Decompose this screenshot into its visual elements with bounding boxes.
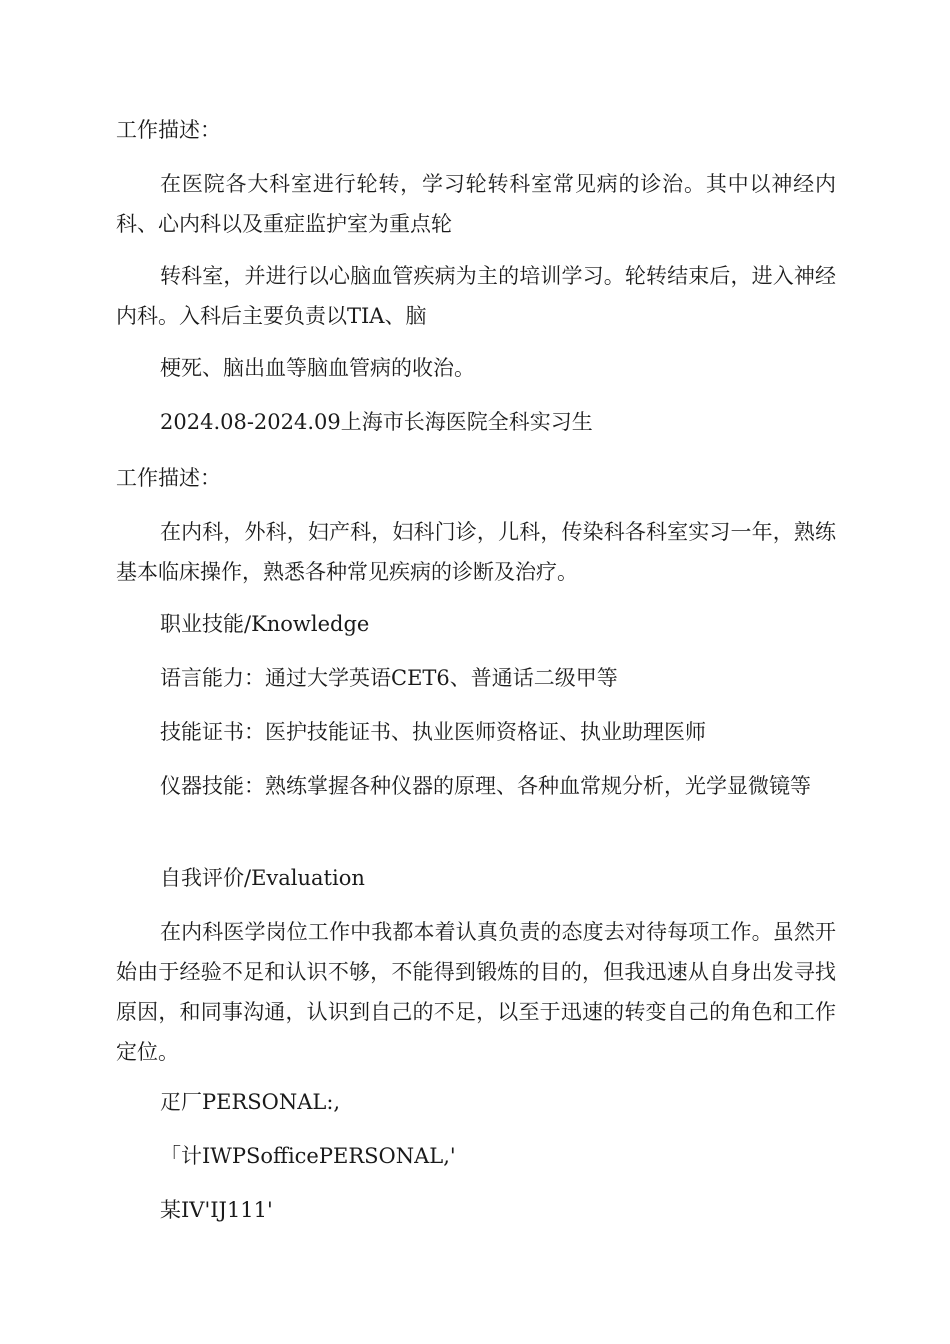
skill-language: 语言能力：通过大学英语CET6、普通话二级甲等 bbox=[160, 666, 618, 690]
work-description-paragraph: 在医院各大科室进行轮转，学习轮转科室常见病的诊治。其中以神经内科、心内科以及重症监护室为重点轮 bbox=[116, 172, 836, 236]
work-description-paragraph: 在内科，外科，妇产科，妇科门诊，儿科，传染科各科室实习一年，熟练基本临床操作，熟悉各种常见疾病的诊断及治疗。 bbox=[116, 520, 836, 584]
artifact-text: 某IV'IJ111' bbox=[160, 1198, 273, 1222]
section-heading-skills: 职业技能/Knowledge bbox=[160, 612, 370, 636]
job-entry: 2024.08-2024.09上海市长海医院全科实习生 bbox=[160, 410, 593, 434]
work-description-heading: 工作描述： bbox=[116, 466, 221, 490]
work-description-paragraph: 转科室，并进行以心脑血管疾病为主的培训学习。轮转结束后，进入神经内科。入科后主要负责以TIA、脑 bbox=[116, 264, 836, 328]
work-description-paragraph: 梗死、脑出血等脑血管病的收治。 bbox=[160, 356, 475, 380]
section-heading-evaluation: 自我评价/Evaluation bbox=[160, 866, 365, 890]
self-evaluation-paragraph: 在内科医学岗位工作中我都本着认真负责的态度去对待每项工作。虽然开始由于经验不足和认识不够，不能得到锻炼的目的，但我迅速从自身出发寻找原因，和同事沟通，认识到自己的不足，以至于迅速的转变自己的角色和工作定位。 bbox=[116, 920, 836, 1064]
artifact-text: 「计IWPSofficePERSONAL,' bbox=[160, 1144, 456, 1168]
work-description-heading: 工作描述： bbox=[116, 118, 221, 142]
skill-instrument: 仪器技能：熟练掌握各种仪器的原理、各种血常规分析，光学显微镜等 bbox=[160, 774, 811, 798]
skill-certificate: 技能证书：医护技能证书、执业医师资格证、执业助理医师 bbox=[160, 720, 706, 744]
artifact-text: 疋厂PERSONAL:, bbox=[160, 1090, 341, 1114]
